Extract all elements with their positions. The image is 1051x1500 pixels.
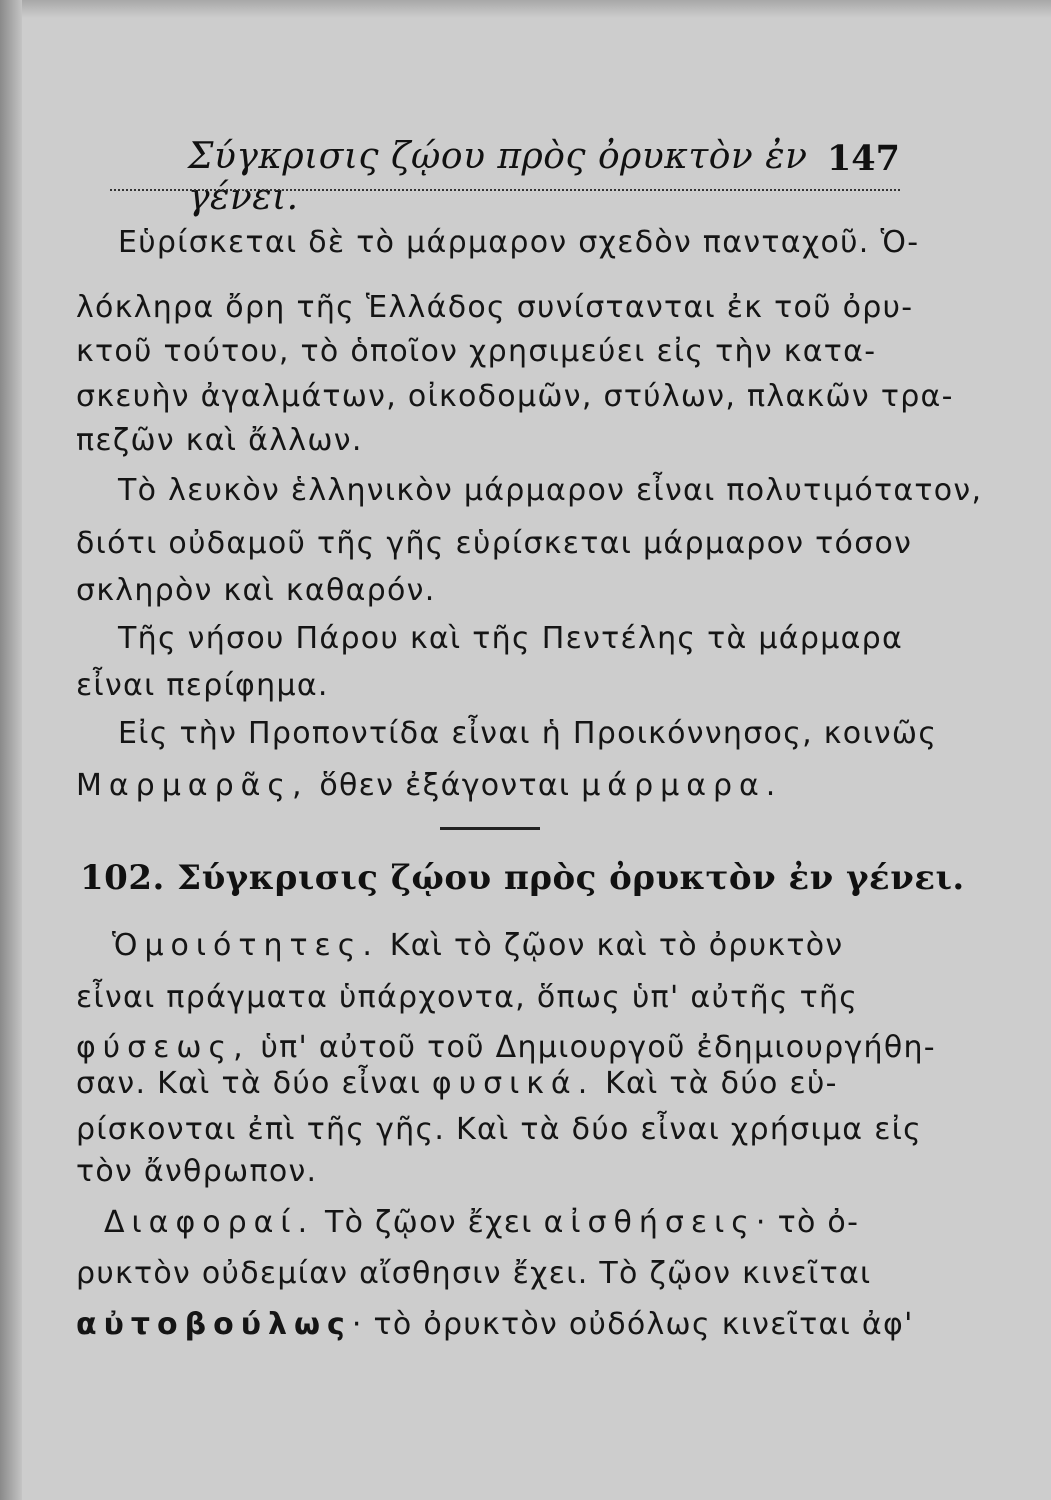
- running-head: [188, 136, 900, 218]
- section-heading: [80, 858, 965, 898]
- text-line: [76, 1030, 936, 1065]
- text-line: σκευὴν ἀγαλμάτων, οἰκοδομῶν, στύλων, πλακῶν τρα-: [76, 379, 954, 414]
- spaced-word: φύσεως,: [76, 1030, 250, 1065]
- text-line: ρίσκονται ἐπὶ τῆς γῆς. Καὶ τὰ δύο εἶναι χρήσιμα εἰς: [76, 1112, 923, 1147]
- text-line: Τῆς νήσου Πάρου καὶ τῆς Πεντέλης τὰ μάρμαρα: [118, 621, 904, 656]
- text-line: Τὸ λευκὸν ἑλληνικὸν μάρμαρον εἶναι πολυτιμότατον,: [118, 473, 983, 508]
- text-span: Καὶ τὸ ζῷον καὶ τὸ ὀρυκτὸν: [378, 928, 844, 963]
- section-number: 102.: [80, 858, 165, 898]
- running-title: Σύγκρισις ζῴου πρὸς ὀρυκτὸν ἐν γένει.: [188, 136, 808, 218]
- spaced-word: αἰσθήσεις: [543, 1205, 756, 1240]
- text-line: Εὑρίσκεται δὲ τὸ μάρμαρον σχεδὸν πανταχοῦ. Ὁ-: [118, 225, 920, 260]
- text-line: σκληρὸν καὶ καθαρόν.: [76, 573, 436, 608]
- spaced-word: φυσικά.: [431, 1066, 595, 1101]
- text-line: [76, 1066, 838, 1101]
- text-line: εἶναι πράγματα ὑπάρχοντα, ὅπως ὑπ' αὐτῆς τῆς: [76, 980, 859, 1015]
- text-span: · τὸ ὀ-: [755, 1205, 860, 1240]
- spaced-word: μάρμαρα.: [581, 768, 783, 803]
- text-span: σαν. Καὶ τὰ δύο εἶναι: [76, 1066, 432, 1101]
- text-line: [104, 1205, 859, 1240]
- text-line: διότι οὐδαμοῦ τῆς γῆς εὑρίσκεται μάρμαρον τόσον: [76, 526, 913, 561]
- text-line: τὸν ἄνθρωπον.: [76, 1154, 318, 1189]
- text-line: [76, 1307, 914, 1342]
- section-title: Σύγκρισις ζῴου πρὸς ὀρυκτὸν ἐν γένει.: [177, 858, 965, 898]
- text-line: κτοῦ τούτου, τὸ ὁποῖον χρησιμεύει εἰς τὴν κατα-: [76, 334, 877, 369]
- text-span: ὑπ' αὐτοῦ τοῦ Δημιουργοῦ ἐδημιουργήθη-: [249, 1030, 936, 1065]
- spaced-word: Ὁμοιότητες.: [112, 928, 379, 963]
- header-rule: [110, 189, 900, 191]
- text-span: ὅθεν ἐξάγονται: [308, 768, 582, 803]
- text-line: Εἰς τὴν Προποντίδα εἶναι ἡ Προικόννησος, κοινῶς: [118, 716, 938, 751]
- page-shadow-left: [0, 0, 22, 1500]
- text-line: [112, 928, 843, 963]
- text-span: · τὸ ὀρυκτὸν οὐδόλως κινεῖται ἀφ': [351, 1307, 914, 1342]
- text-line: εἶναι περίφημα.: [76, 668, 329, 703]
- text-line: πεζῶν καὶ ἄλλων.: [76, 423, 363, 458]
- text-line: ρυκτὸν οὐδεμίαν αἴσθησιν ἔχει. Τὸ ζῷον κινεῖται: [76, 1256, 872, 1291]
- spaced-word: Διαφοραί.: [104, 1205, 315, 1240]
- spaced-word: αὐτοβούλως: [76, 1307, 352, 1342]
- text-span: Καὶ τὰ δύο εὑ-: [594, 1066, 838, 1101]
- section-divider: [440, 827, 540, 830]
- page-number: 147: [826, 138, 900, 179]
- text-span: Τὸ ζῷον ἔχει: [314, 1205, 544, 1240]
- spaced-word: Μαρμαρᾶς,: [76, 768, 309, 803]
- text-line: [76, 768, 782, 803]
- text-line: λόκληρα ὄρη τῆς Ἑλλάδος συνίστανται ἐκ τοῦ ὀρυ-: [76, 290, 914, 325]
- page-shadow-top: [0, 0, 1051, 18]
